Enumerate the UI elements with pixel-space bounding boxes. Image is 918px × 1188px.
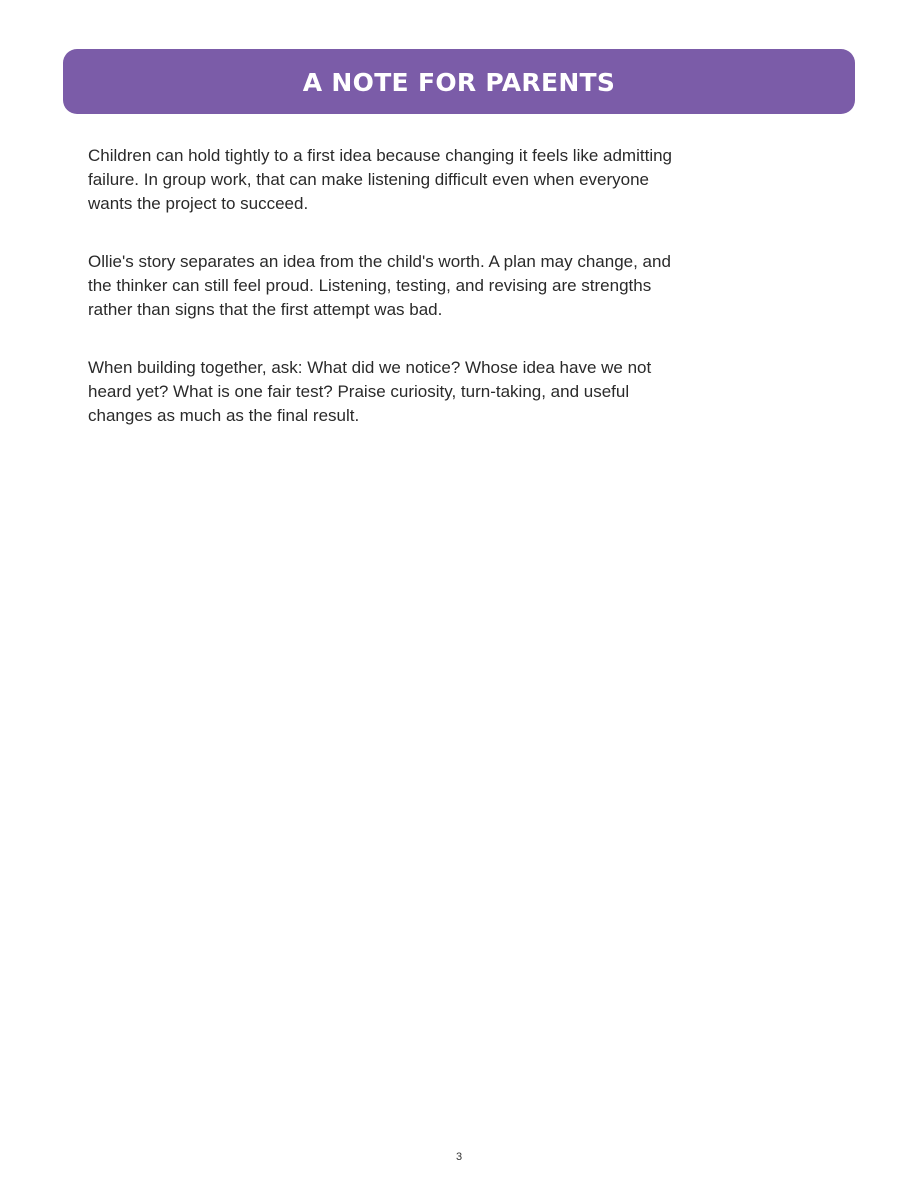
paragraph-3: When building together, ask: What did we notice? Whose idea have we not heard yet? What is one fair test? Praise curiosity, turn-taking, and useful changes as much as the final result. xyxy=(88,358,652,425)
section-header-banner xyxy=(63,49,855,114)
paragraph-2: Ollie's story separates an idea from the child's worth. A plan may change, and the thinker can still feel proud. Listening, testing, and revising are strengths rather than signs that the first attempt was bad. xyxy=(88,252,671,319)
paragraph-1: Children can hold tightly to a first idea because changing it feels like admitting failure. In group work, that can make listening difficult even when everyone wants the project to succeed. xyxy=(88,146,673,213)
page-number: 3 xyxy=(455,1151,463,1163)
page-title: A NOTE FOR PARENTS xyxy=(302,68,616,97)
note-body xyxy=(88,144,688,428)
